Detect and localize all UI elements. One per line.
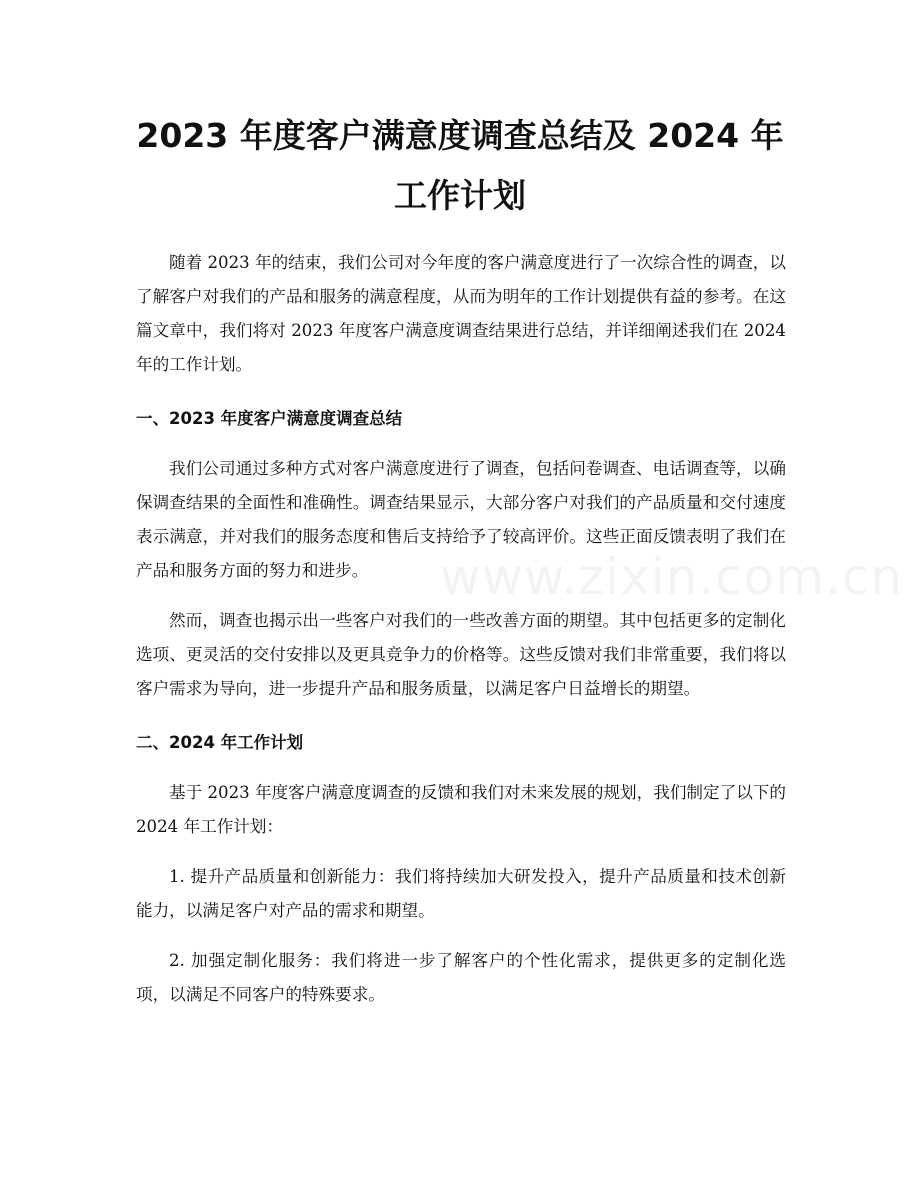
section-heading-2: 二、2024 年工作计划 [136,733,304,752]
document-body [136,246,786,1012]
section-heading-1: 一、2023 年度客户满意度调查总结 [136,409,403,428]
section1-paragraph-2: 然而，调查也揭示出一些客户对我们的一些改善方面的期望。其中包括更多的定制化选项、更灵活的交付安排以及更具竞争力的价格等。这些反馈对我们非常重要，我们将以客户需求为导向，进一步提升产品和服务质量，以满足客户日益增长的期望。 [136,611,786,698]
section2-paragraph-1: 基于 2023 年度客户满意度调查的反馈和我们对未来发展的规划，我们制定了以下的 2024 年工作计划： [136,783,786,836]
page-title: 2023 年度客户满意度调查总结及 2024 年工作计划 [136,116,784,215]
intro-paragraph: 随着 2023 年的结束，我们公司对今年度的客户满意度进行了一次综合性的调查，以了解客户对我们的产品和服务的满意程度，从而为明年的工作计划提供有益的参考。在这篇文章中，我们将对 2023 年度客户满意度调查结果进行总结，并详细阐述我们在 2024 年的工作计划。 [136,253,786,374]
plan-item-1: 1. 提升产品质量和创新能力：我们将持续加大研发投入，提升产品质量和技术创新能力，以满足客户对产品的需求和期望。 [136,867,786,920]
section1-paragraph-1: 我们公司通过多种方式对客户满意度进行了调查，包括问卷调查、电话调查等，以确保调查结果的全面性和准确性。调查结果显示，大部分客户对我们的产品质量和交付速度表示满意，并对我们的服务态度和售后支持给予了较高评价。这些正面反馈表明了我们在产品和服务方面的努力和进步。 [136,459,786,580]
watermark: www.zixin.com.cn [440,548,904,606]
plan-item-2: 2. 加强定制化服务：我们将进一步了解客户的个性化需求，提供更多的定制化选项，以满足不同客户的特殊要求。 [136,951,786,1004]
